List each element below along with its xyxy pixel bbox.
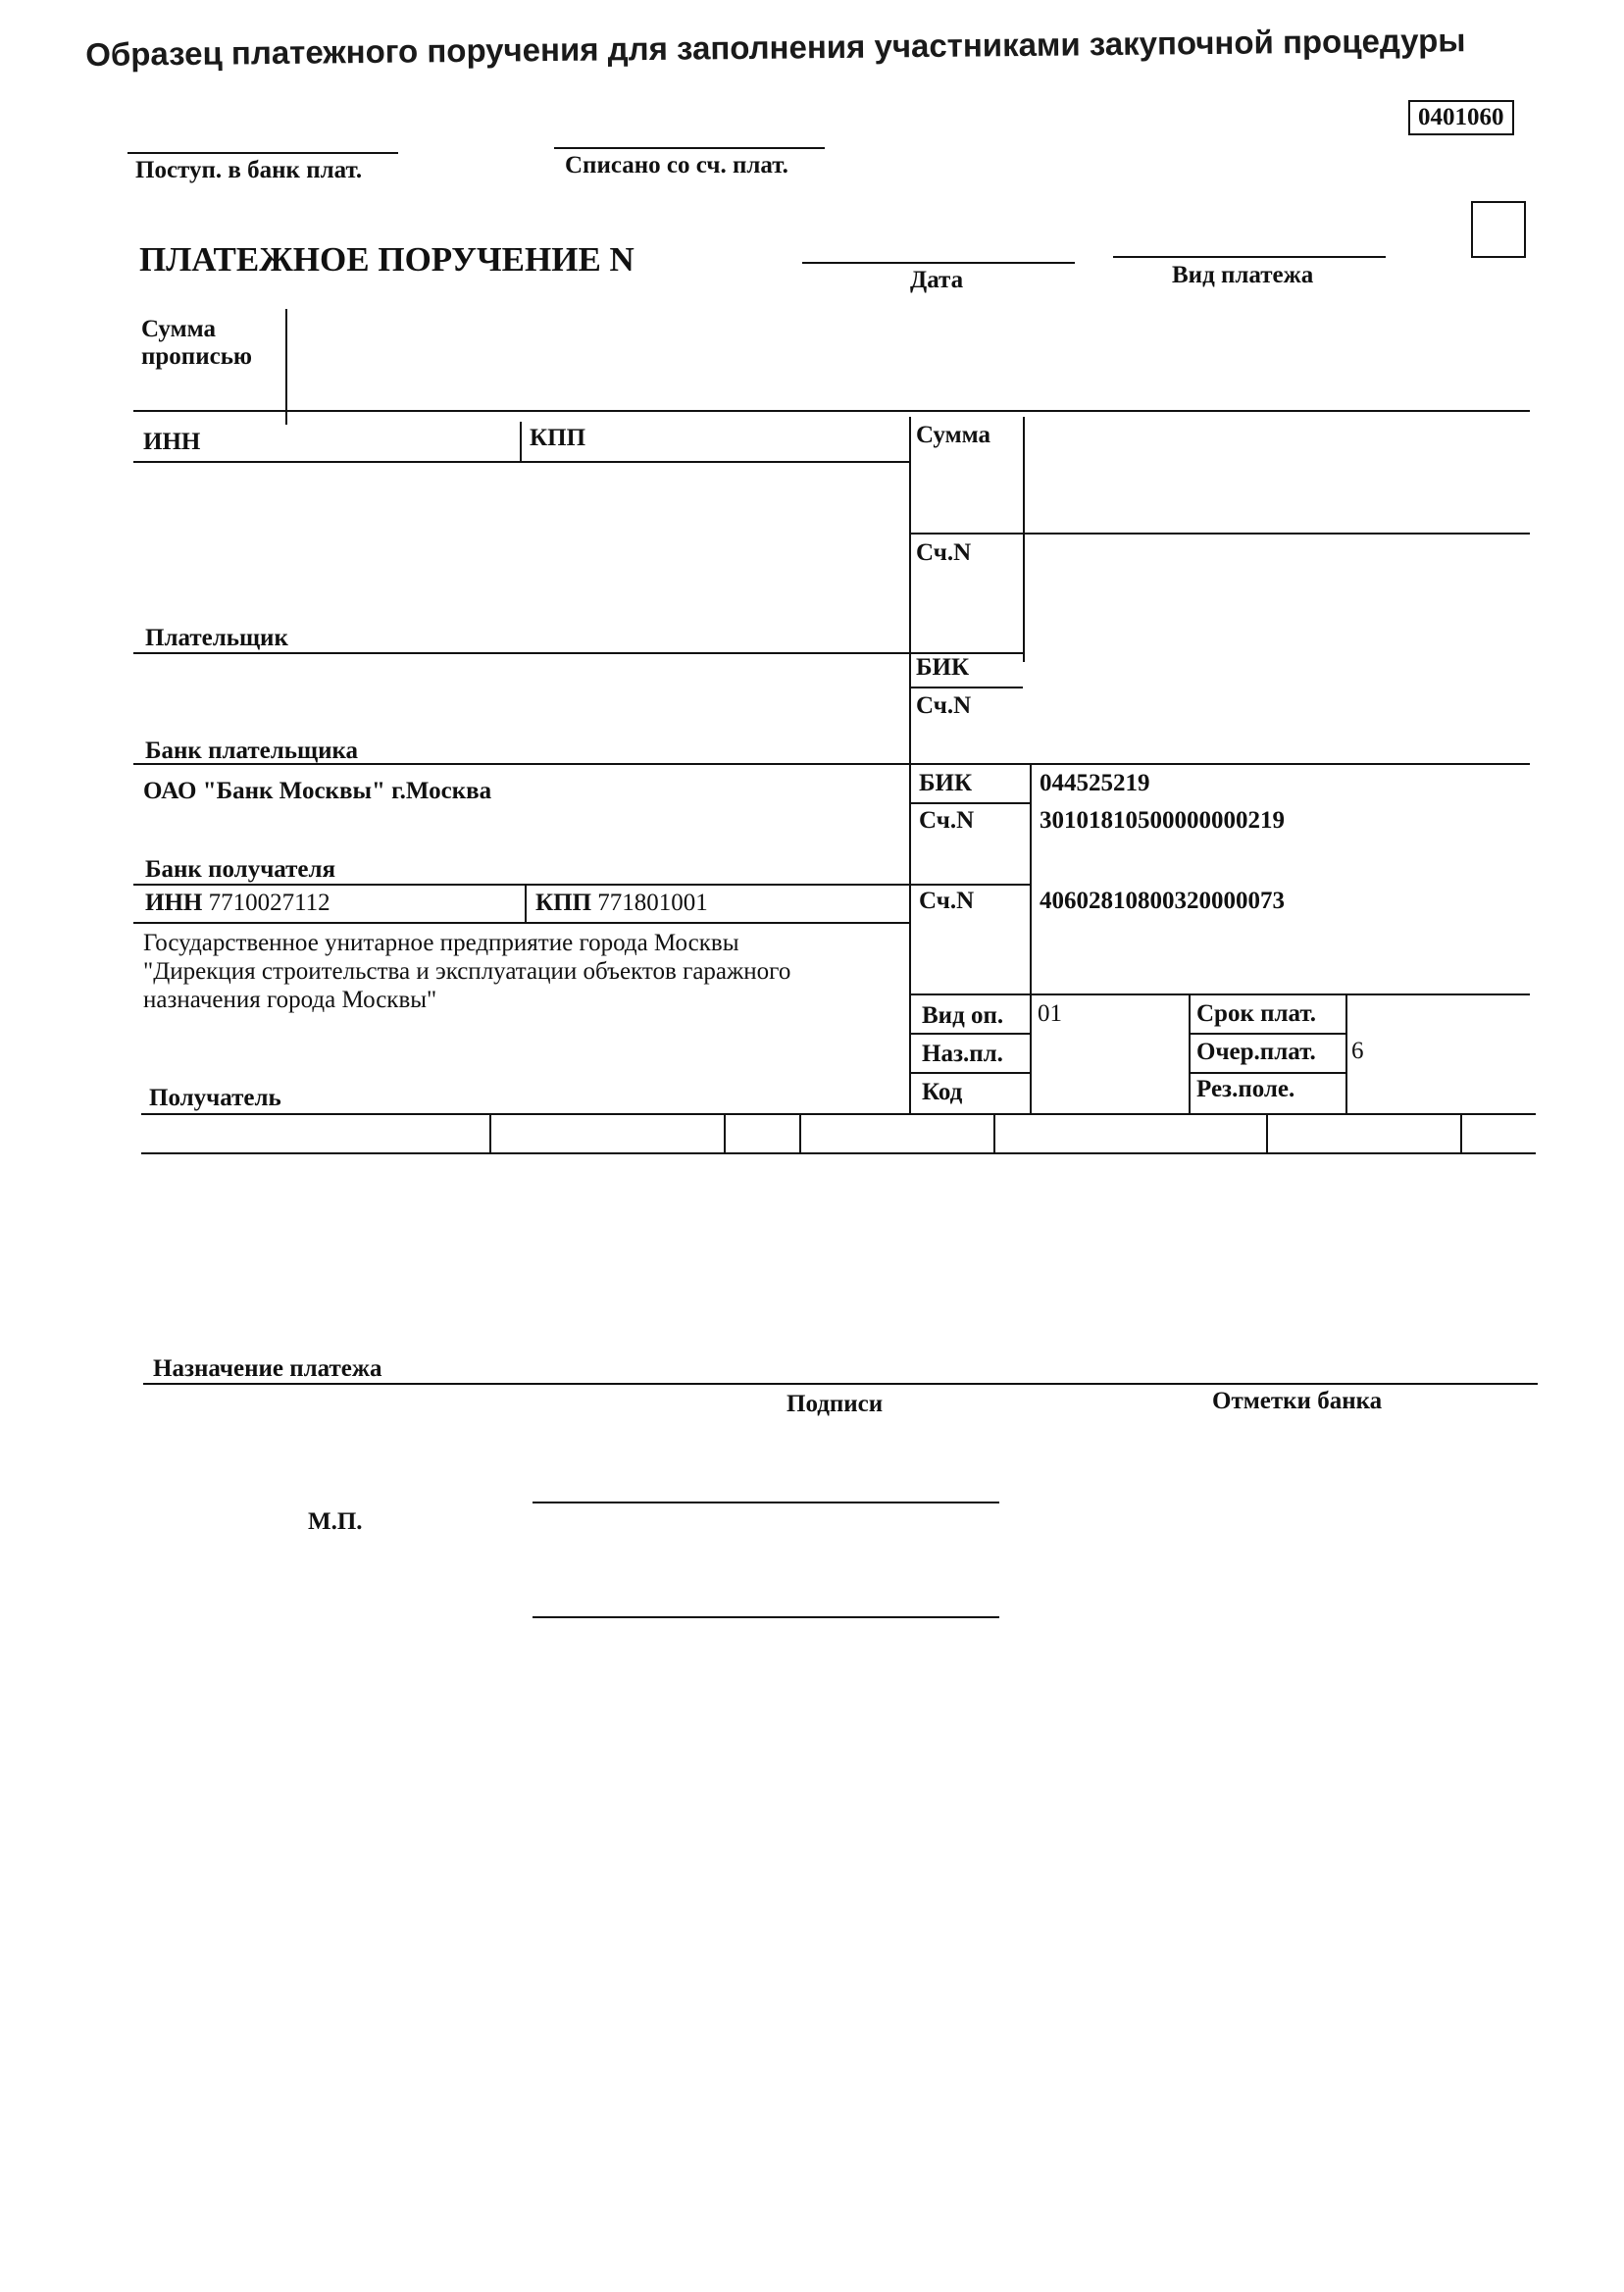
recipient-account-label: Сч.N <box>919 888 975 914</box>
recipient-kpp-value: 771801001 <box>597 890 708 916</box>
payer-account-label: Сч.N <box>916 539 972 566</box>
operation-divider-1 <box>1189 993 1191 1113</box>
recipient-inn-value: 7710027112 <box>208 890 330 916</box>
amount-words-label-2: прописью <box>141 343 253 370</box>
document-caption: Образец платежного поручения для заполнения участниками закупочной процедуры <box>85 22 1466 73</box>
operation-line-1-right <box>1189 1033 1345 1035</box>
recipient-inn-label: ИНН <box>145 890 203 916</box>
received-label: Поступ. в банк плат. <box>135 157 363 183</box>
payer-bank-bottom-line <box>133 763 1530 765</box>
fields-row-divider-5 <box>1266 1113 1268 1152</box>
fields-row-divider-3 <box>799 1113 801 1152</box>
fields-row-divider-4 <box>993 1113 995 1152</box>
fields-row-bottom-line <box>141 1152 1536 1154</box>
recipient-bank-account-value: 30101810500000000219 <box>1040 807 1285 834</box>
signature-line-1[interactable] <box>533 1502 999 1503</box>
form-code: 0401060 <box>1408 100 1514 135</box>
recipient-inn-bottom-line <box>133 922 909 924</box>
recipient-bank-bik-label: БИК <box>919 770 973 796</box>
recipient-bank-bik-line <box>909 802 1030 804</box>
priority-value: 6 <box>1351 1038 1364 1064</box>
recipient-bank-name: ОАО "Банк Москвы" г.Москва <box>143 778 492 804</box>
date-label: Дата <box>910 267 964 293</box>
stamp-label: М.П. <box>308 1508 363 1535</box>
recipient-inn <box>145 890 330 917</box>
grid-vline-left-column <box>909 417 911 1113</box>
payment-status-checkbox[interactable] <box>1471 201 1526 258</box>
payer-bottom-line <box>133 652 1023 654</box>
priority-label: Очер.плат. <box>1196 1039 1316 1065</box>
operation-divider-2 <box>1345 993 1347 1113</box>
amount-words-bottom-line <box>133 410 1530 412</box>
received-date-line <box>127 152 398 154</box>
reserve-field-label: Рез.поле. <box>1196 1076 1295 1102</box>
document-title: ПЛАТЕЖНОЕ ПОРУЧЕНИЕ N <box>139 240 634 279</box>
operation-line-2-right <box>1189 1072 1345 1074</box>
recipient-name-line-3: назначения города Москвы" <box>143 987 437 1013</box>
recipient-bank-account-label: Сч.N <box>919 807 975 834</box>
payer-inn-bottom-line <box>133 461 909 463</box>
recipient-name-line-1: Государственное унитарное предприятие города Москвы <box>143 930 739 956</box>
payer-kpp-label: КПП <box>530 425 586 451</box>
recipient-inn-kpp-divider <box>525 884 527 923</box>
signature-line-2[interactable] <box>533 1616 999 1618</box>
fields-row-top-line <box>141 1113 1536 1115</box>
payment-type-line <box>1113 256 1386 258</box>
operation-line-1-left <box>909 1033 1030 1035</box>
date-line <box>802 262 1075 264</box>
purpose-code-label: Наз.пл. <box>922 1041 1003 1067</box>
purpose-bottom-line <box>143 1383 1538 1385</box>
operation-line-2-left <box>909 1072 1030 1074</box>
amount-bottom-line <box>909 533 1530 535</box>
payer-inn-label: ИНН <box>143 429 201 455</box>
payer-bank-name-label: Банк плательщика <box>145 738 359 764</box>
recipient-bank-bottom-line <box>133 884 1030 886</box>
payer-inn-kpp-divider <box>520 422 522 461</box>
amount-words-divider <box>285 309 287 425</box>
payer-bank-bik-line <box>909 687 1023 688</box>
recipient-kpp <box>535 890 708 917</box>
amount-label: Сумма <box>916 422 990 448</box>
operation-top-line <box>909 993 1530 995</box>
recipient-account-value: 40602810800320000073 <box>1040 888 1285 914</box>
recipient-name-label: Получатель <box>149 1085 281 1111</box>
grid-vline-label-column-lower <box>1030 763 1032 1113</box>
debited-date-line <box>554 147 825 149</box>
recipient-bank-bik-value: 044525219 <box>1040 770 1150 796</box>
recipient-name-line-2: "Дирекция строительства и эксплуатации объектов гаражного <box>143 958 791 985</box>
payer-name-label: Плательщик <box>145 625 288 651</box>
payment-type-label: Вид платежа <box>1172 262 1314 288</box>
recipient-kpp-label: КПП <box>535 890 592 916</box>
debited-label: Списано со сч. плат. <box>565 152 788 178</box>
operation-type-value: 01 <box>1038 1000 1062 1027</box>
operation-type-label: Вид оп. <box>922 1002 1004 1029</box>
due-date-label: Срок плат. <box>1196 1000 1317 1027</box>
amount-words-label: Сумма <box>141 316 216 342</box>
fields-row-divider-6 <box>1460 1113 1462 1152</box>
recipient-bank-name-label: Банк получателя <box>145 856 336 883</box>
signatures-label: Подписи <box>787 1391 884 1417</box>
grid-vline-label-column <box>1023 417 1025 662</box>
code-label: Код <box>922 1079 963 1105</box>
fields-row-divider-1 <box>489 1113 491 1152</box>
fields-row-divider-2 <box>724 1113 726 1152</box>
payer-bank-account-label: Сч.N <box>916 692 972 719</box>
payer-bank-bik-label: БИК <box>916 654 970 681</box>
purpose-label: Назначение платежа <box>153 1355 382 1382</box>
bank-marks-label: Отметки банка <box>1212 1388 1383 1414</box>
